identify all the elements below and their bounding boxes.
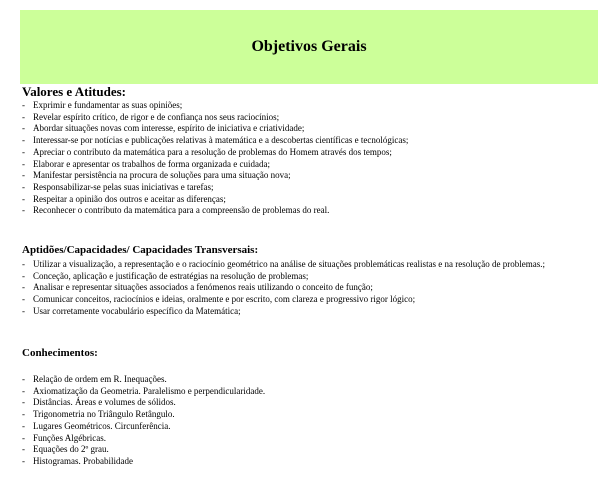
list-item: - Interessar-se por notícias e publicações relativas à matemática e a descobertas científicas e tecnológicas;: [22, 135, 602, 147]
list-item: - Respeitar a opinião dos outros e aceitar as diferenças;: [22, 194, 602, 206]
list-item: - Relação de ordem em R. Inequações.: [22, 374, 602, 386]
list-item: - Conceção, aplicação e justificação de estratégias na resolução de problemas;: [22, 271, 602, 283]
list-item: - Histogramas. Probabilidade: [22, 456, 602, 468]
list-item: - Exprimir e fundamentar as suas opiniões;: [22, 100, 602, 112]
list-item: - Manifestar persistência na procura de soluções para uma situação nova;: [22, 170, 602, 182]
list-item: - Lugares Geométricos. Circunferência.: [22, 421, 602, 433]
title-banner: [20, 10, 598, 84]
list-item: - Funções Algébricas.: [22, 433, 602, 445]
values-section: [22, 85, 602, 217]
list-item: - Apreciar o contributo da matemática para a resolução de problemas do Homem através dos tempos;: [22, 147, 602, 159]
list-item: - Abordar situações novas com interesse, espírito de iniciativa e criatividade;: [22, 123, 602, 135]
values-heading: Valores e Atitudes:: [22, 84, 126, 99]
page-title: Objetivos Gerais: [251, 38, 367, 55]
values-list: [22, 100, 602, 217]
list-item: - Utilizar a visualização, a representação e o raciocínio geométrico na análise de situações problemáticas realistas e na resolução de problemas.;: [22, 259, 602, 271]
list-item: - Comunicar conceitos, raciocínios e ideias, oralmente e por escrito, com clareza e progressivo rigor lógico;: [22, 294, 602, 306]
skills-heading: Aptidões/Capacidades/ Capacidades Transversais:: [22, 244, 259, 256]
list-item: - Revelar espírito crítico, de rigor e de confiança nos seus raciocínios;: [22, 112, 602, 124]
knowledge-list: [22, 374, 602, 468]
skills-list: [22, 259, 602, 318]
knowledge-heading: Conhecimentos:: [22, 347, 98, 359]
skills-section: [22, 244, 602, 318]
list-item: - Usar corretamente vocabulário específico da Matemática;: [22, 306, 602, 318]
list-item: - Responsabilizar-se pelas suas iniciativas e tarefas;: [22, 182, 602, 194]
list-item: - Reconhecer o contributo da matemática para a compreensão de problemas do real.: [22, 205, 602, 217]
list-item: - Distâncias. Áreas e volumes de sólidos.: [22, 397, 602, 409]
list-item: - Elaborar e apresentar os trabalhos de forma organizada e cuidada;: [22, 159, 602, 171]
knowledge-section: [22, 347, 602, 468]
list-item: - Equações do 2º grau.: [22, 444, 602, 456]
list-item: - Axiomatização da Geometria. Paralelismo e perpendicularidade.: [22, 386, 602, 398]
list-item: - Analisar e representar situações associados a fenómenos reais utilizando o conceito de função;: [22, 282, 602, 294]
list-item: - Trigonometria no Triângulo Retângulo.: [22, 409, 602, 421]
